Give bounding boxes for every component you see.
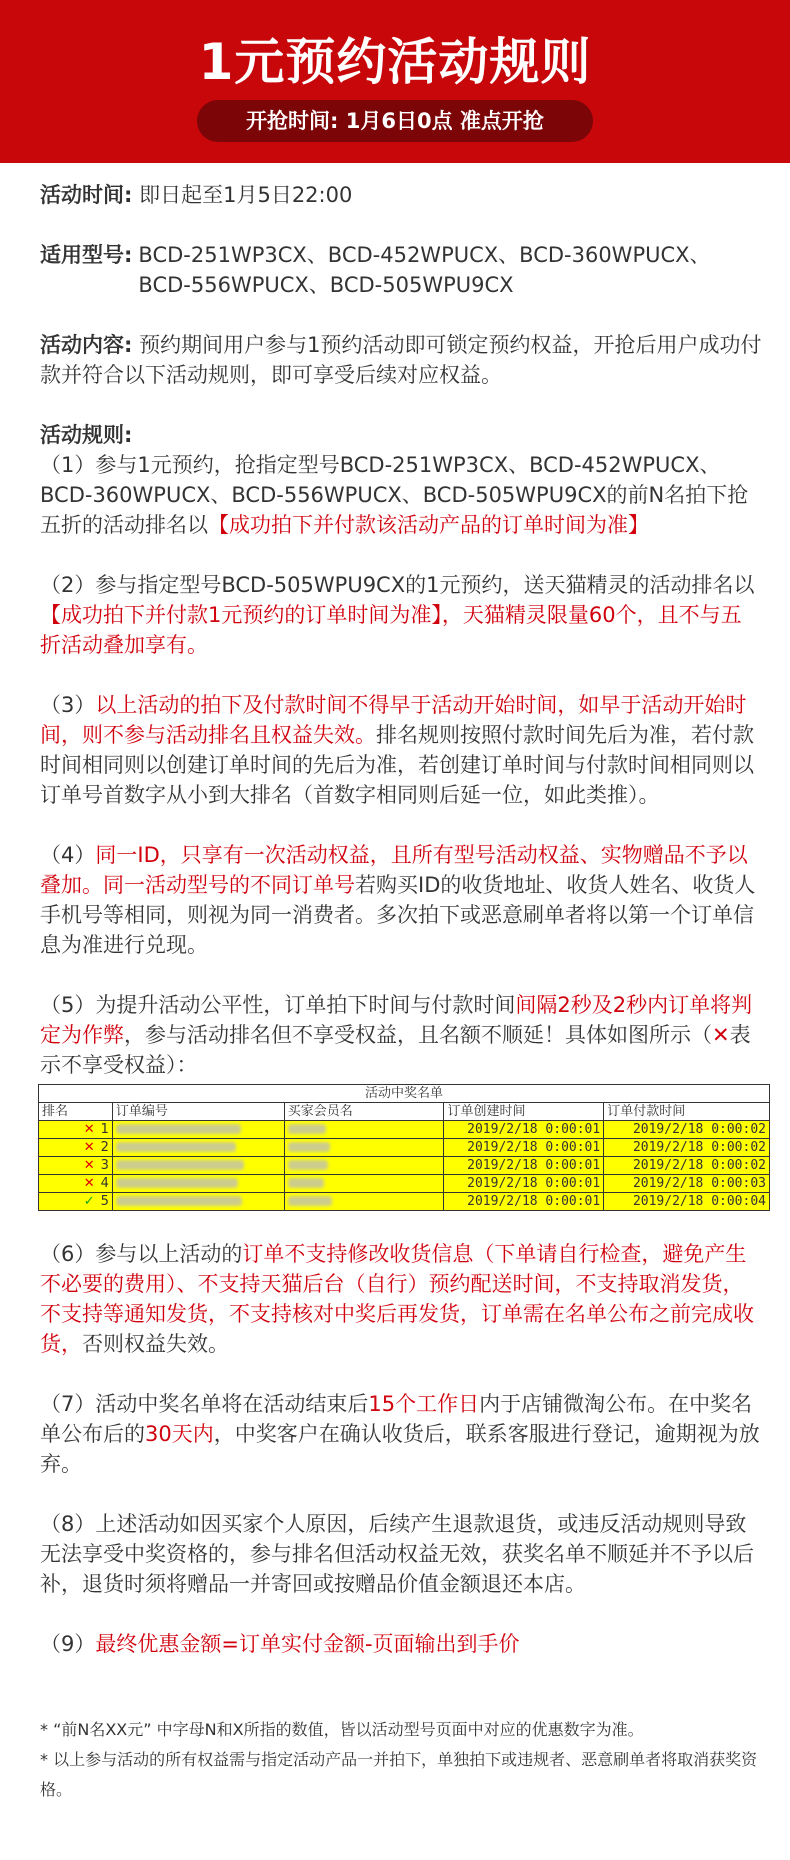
winner-table-caption: 活动中奖名单 [39,1085,770,1103]
blurred-buyer [288,1196,332,1206]
blurred-order-id [116,1178,238,1188]
blurred-buyer [288,1178,324,1188]
rule-2 [40,570,762,660]
created-time: 2019/2/18 0:00:01 [444,1193,604,1211]
rule-6-highlight: 订单不支持修改收货信息（下单请自行检查，避免产生不必要的费用）、不支持天猫后台（自行）预约配送时间，不支持取消发货，不支持等通知发货，不支持核对中奖后再发货，订单需在名单公布之前完成收货， [40,1242,754,1356]
paid-time: 2019/2/18 0:00:04 [604,1193,770,1211]
footnote-1: * “前N名XX元” 中字母N和X所指的数值，皆以活动型号页面中对应的优惠数字为准。 [40,1720,644,1739]
created-time: 2019/2/18 0:00:01 [444,1139,604,1157]
applicable-models [40,240,762,300]
rule-1-text: （1）参与1元预约，抢指定型号BCD-251WP3CX、BCD-452WPUCX、BCD-360WPUCX、BCD-556WPUCX、BCD-505WPU9CX的前N名拍下抢五折的活动排名以 [40,453,749,537]
rule-4-text: 若购买ID的收货地址、收货人姓名、收货人手机号等相同，则视为同一消费者。多次拍下或恶意刷单者将以第一个订单信息为准进行兑现。 [40,873,756,957]
rule-7-highlight-2: 30天内 [145,1422,214,1446]
rule-6-prefix: （6）参与以上活动的 [40,1242,243,1266]
rule-6 [40,1239,762,1359]
check-icon: ✓ [83,1193,95,1209]
cross-icon: ✕ [712,1023,730,1047]
rank-value: 2 [100,1139,109,1155]
rule-9-prefix: （9） [40,1632,96,1656]
rule-3-highlight: 以上活动的拍下及付款时间不得早于活动开始时间，如早于活动开始时间，则不参与活动排名且权益失效。 [40,693,747,747]
rule-5 [40,990,762,1080]
created-time: 2019/2/18 0:00:01 [444,1175,604,1193]
blurred-order-id [116,1196,242,1206]
created-time: 2019/2/18 0:00:01 [444,1121,604,1139]
table-row [39,1175,770,1193]
activity-time [40,180,762,210]
winner-table [38,1084,770,1211]
rule-9 [40,1629,762,1659]
rule-4 [40,840,762,960]
page-title: 1元预约活动规则 [198,33,592,91]
rule-8: （8）上述活动如因买家个人原因，后续产生退款退货，或违反活动规则导致无法享受中奖资格的，参与排名但活动权益无效，获奖名单不顺延并不予以后补，退货时须将赠品一并寄回或按赠品价值金额退还本店。 [40,1512,754,1596]
rule-9-highlight: 最终优惠金额=订单实付金额-页面输出到手价 [95,1632,520,1656]
rule-6-text: 否则权益失效。 [82,1332,229,1356]
rule-5-text-3: 表示不享受权益）： [40,1023,751,1077]
winner-table-header [39,1103,770,1121]
footnote-2: * 以上参与活动的所有权益需与指定活动产品一并拍下，单独拍下或违规者、恶意刷单者将取消获奖资格。 [40,1750,758,1799]
table-row [39,1157,770,1175]
rank-value: 1 [100,1121,109,1137]
rule-7-highlight-1: 15个工作日 [368,1392,480,1416]
models-line-1: BCD-251WP3CX、BCD-452WPUCX、BCD-360WPUCX、 [138,243,711,267]
rule-5-highlight: 间隔2秒及2秒内订单将判定为作弊 [40,993,753,1047]
rank-value: 5 [100,1193,109,1209]
rule-1 [40,450,762,540]
rank-value: 4 [100,1175,109,1191]
rule-3 [40,690,762,810]
blurred-order-id [116,1124,241,1134]
rule-2-text: （2）参与指定型号BCD-505WPU9CX的1元预约，送天猫精灵的活动排名以 [40,573,755,597]
paid-time: 2019/2/18 0:00:03 [604,1175,770,1193]
activity-content-label: 活动内容: [40,333,133,357]
created-time: 2019/2/18 0:00:01 [444,1157,604,1175]
activity-content-value: 预约期间用户参与1预约活动即可锁定预约权益，开抢后用户成功付款并符合以下活动规则，即可享受后续对应权益。 [40,333,762,387]
paid-time: 2019/2/18 0:00:02 [604,1121,770,1139]
rule-7-text-2: 内于店铺微淘公布。在中奖名单公布后的 [40,1392,753,1446]
activity-time-value: 即日起至1月5日22:00 [139,183,353,207]
rules-content [40,180,766,1805]
table-row [39,1139,770,1157]
blurred-buyer [288,1160,328,1170]
rule-5-text-1: （5）为提升活动公平性，订单拍下时间与付款时间 [40,993,516,1017]
rule-5-text-2: ，参与活动排名但不享受权益，且名额不顺延！具体如图所示（ [124,1023,712,1047]
rule-7-text-1: （7）活动中奖名单将在活动结束后 [40,1392,369,1416]
activity-time-label: 活动时间: [40,183,133,207]
rule-4-prefix: （4） [40,843,96,867]
models-line-2: BCD-556WPUCX、BCD-505WPU9CX [138,273,514,297]
rule-7 [40,1389,762,1479]
header-paid-time: 订单付款时间 [604,1103,770,1121]
blurred-buyer [288,1124,326,1134]
rule-2-highlight: 【成功拍下并付款1元预约的订单时间为准】，天猫精灵限量60个，且不与五折活动叠加享有。 [40,603,742,657]
paid-time: 2019/2/18 0:00:02 [604,1157,770,1175]
rule-4-highlight: 同一ID，只享有一次活动权益，且所有型号活动权益、实物赠品不予以叠加。同一活动型号的不同订单号 [40,843,748,897]
table-row [39,1121,770,1139]
cross-icon: ✕ [83,1121,95,1137]
rule-3-text: 排名规则按照付款时间先后为准，若付款时间相同则以创建订单时间的先后为准，若创建订单时间与付款时间相同则以订单号首数字从小到大排名（首数字相同则后延一位，如此类推）。 [40,723,754,807]
header-banner [0,0,790,163]
header-buyer: 买家会员名 [284,1103,444,1121]
blurred-buyer [288,1142,330,1152]
activity-content [40,330,762,390]
winner-table-image [38,1084,770,1211]
rule-7-text-3: ，中奖客户在确认收货后，联系客服进行登记，逾期视为放弃。 [40,1422,760,1476]
start-time-badge: 开抢时间: 1月6日0点 准点开抢 [197,100,593,142]
blurred-order-id [116,1142,236,1152]
rule-3-prefix: （3） [40,693,96,717]
cross-icon: ✕ [83,1139,95,1155]
header-order-id: 订单编号 [112,1103,284,1121]
rank-value: 3 [100,1157,109,1173]
cross-icon: ✕ [83,1175,95,1191]
header-created-time: 订单创建时间 [444,1103,604,1121]
table-row [39,1193,770,1211]
cross-icon: ✕ [83,1157,95,1173]
rule-1-highlight: 【成功拍下并付款该活动产品的订单时间为准】 [208,513,649,537]
header-rank: 排名 [39,1103,113,1121]
paid-time: 2019/2/18 0:00:02 [604,1139,770,1157]
applicable-models-label: 适用型号: [40,243,133,267]
blurred-order-id [116,1160,244,1170]
activity-rules-label: 活动规则: [40,423,133,447]
